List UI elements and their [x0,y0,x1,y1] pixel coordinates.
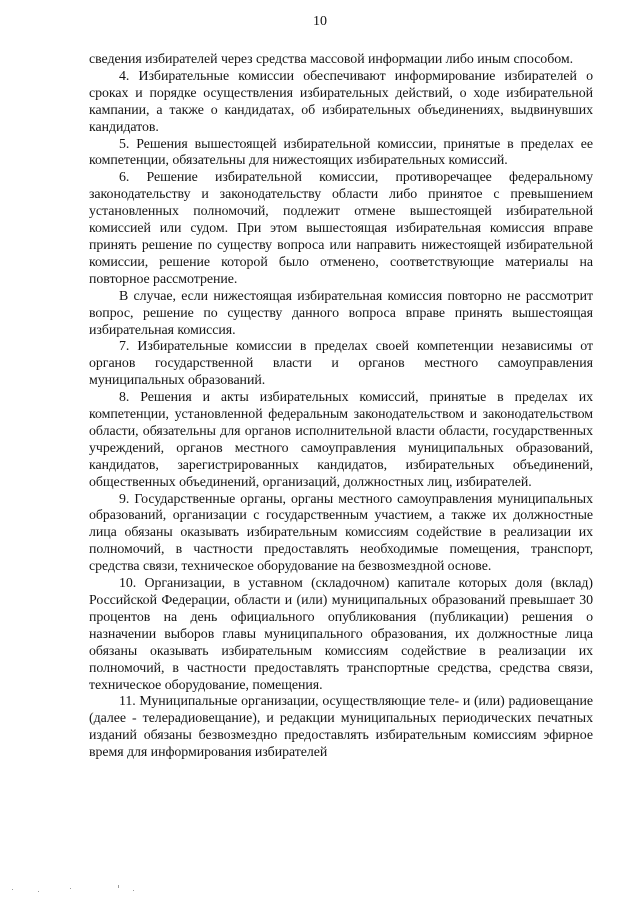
scan-artifacts [0,885,640,895]
scan-speck [12,889,13,890]
paragraph-continuation: сведения избирателей через средства массовой информации либо иным способом. [89,52,574,67]
document-body [89,52,593,762]
paragraph-item-8: 8. Решения и акты избирательных комиссий, принятые в пределах их компетенции, установленной федеральным законодательством и законодательством области, обязательны для органов исполнительной власти области, государственных учреждений, органов местного самоуправления муниципальных образований, кандидатов, зарегистрированных кандидатов, избирательных объединений, общественных объединений, организаций, должностных лиц, избирателей. [89,390,593,490]
scan-speck [118,885,119,888]
paragraph-item-4: 4. Избирательные комиссии обеспечивают информирование избирателей о сроках и порядке осуществления избирательных действий, о ходе избирательной кампании, а также о кандидатах, об избирательных объединениях, выдвинувших кандидатов. [89,68,593,135]
paragraph-item-10: 10. Организации, в уставном (складочном) капитале которых доля (вклад) Российской Федерации, области и (или) муниципальных образований превышает 30 процентов на день официального опубликования (публикации) решения о назначении выборов главы муниципального образования, их должностные лица обязаны оказывать избирательным комиссиям содействие в реализации их полномочий, в частности предоставлять транспортные средства, средства связи, техническое оборудование, помещения. [89,576,593,693]
paragraph-item-9: 9. Государственные органы, органы местного самоуправления муниципальных образований, организации с государственным участием, а также их должностные лица обязаны оказывать избирательным комиссиям содействие в реализации их полномочий, в частности предоставлять необходимые помещения, транспорт, средства связи, техническое оборудование на безвозмездной основе. [89,491,593,575]
paragraph-item-6: 6. Решение избирательной комиссии, противоречащее федеральному законодательству и законодательству области либо принятое с превышением установленных полномочий, подлежит отмене вышестоящей избирательной комиссией или судом. При этом вышестоящая избирательная комиссия вправе принять решение по существу вопроса или направить нижестоящей избирательной комиссии, решение которой было отменено, соответствующие материалы на повторное рассмотрение. [89,170,593,287]
scan-speck [70,888,71,889]
paragraph-item-6-case: В случае, если нижестоящая избирательная комиссия повторно не рассмотрит вопрос, решение по существу данного вопроса вправе принять вышестоящая избирательная комиссия. [89,288,593,338]
paragraph-item-7: 7. Избирательные комиссии в пределах своей компетенции независимы от органов государственной власти и органов местного самоуправления муниципальных образований. [89,339,593,389]
scan-speck [133,890,134,891]
scan-speck [38,891,39,892]
page-number: 10 [313,14,327,29]
paragraph-item-11: 11. Муниципальные организации, осуществляющие теле- и (или) радиовещание (далее - телерадиовещание), и редакции муниципальных периодических печатных изданий обязаны безвозмездно предоставлять избирательным комиссиям эфирное время для информирования избирателей [89,694,593,761]
paragraph-item-5: 5. Решения вышестоящей избирательной комиссии, принятые в пределах ее компетенции, обязательны для нижестоящих избирательных комиссий. [89,136,593,169]
